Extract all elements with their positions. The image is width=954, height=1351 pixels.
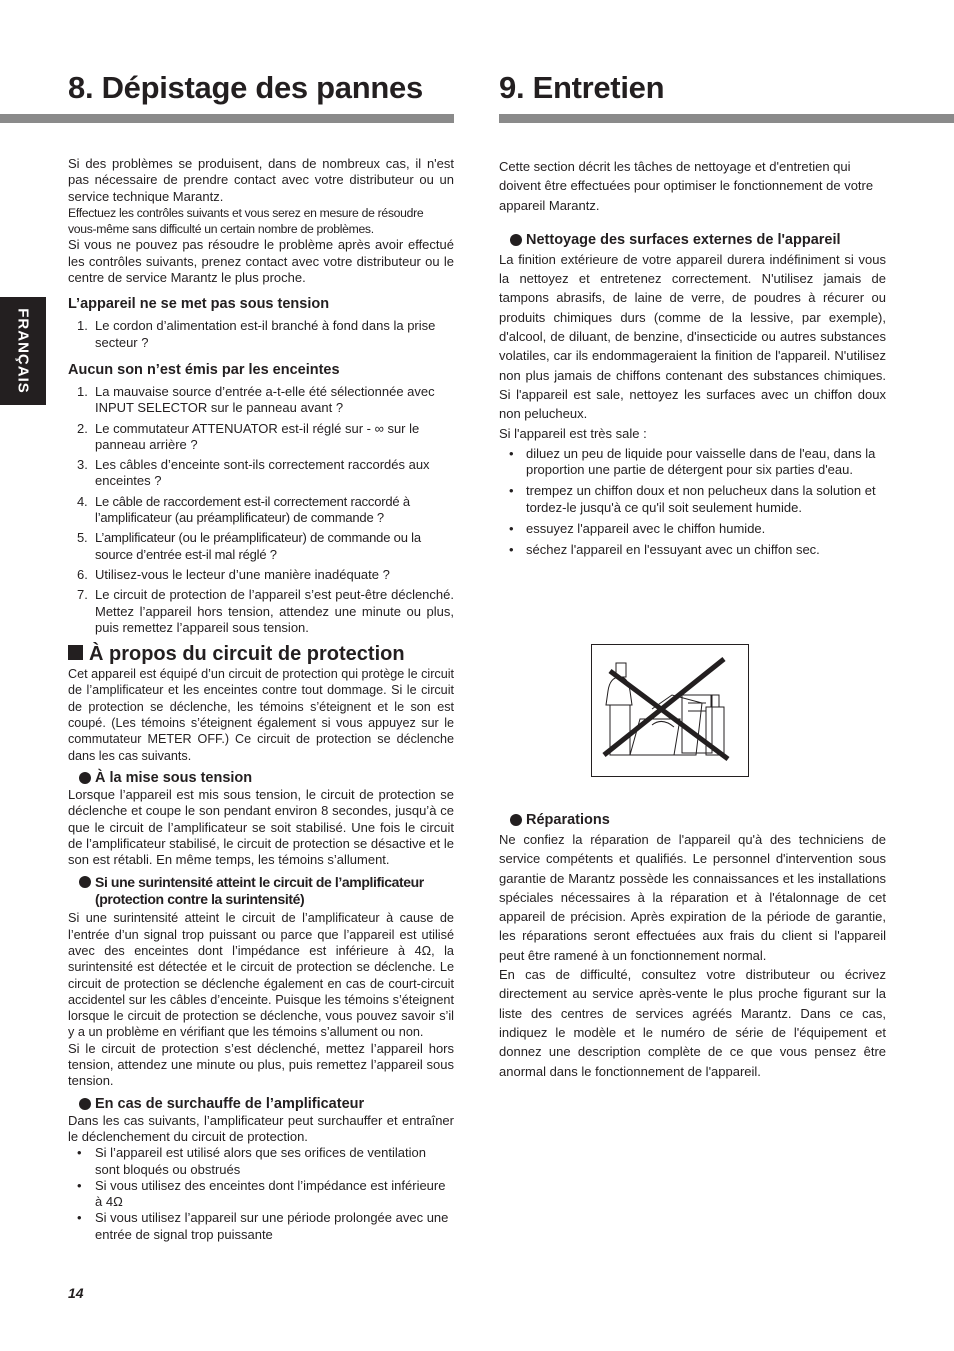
right-column (499, 157, 886, 564)
left-column (68, 156, 454, 1243)
list-item: • Si vous utilisez des enceintes dont l’impédance est inférieure à 4Ω (68, 1178, 454, 1211)
list-item: 7. Le circuit de protection de l’appareil s’est peut-être déclenché. Mettez l’appareil hors tension, attendez une minute ou plus, puis remettez l’appareil sous tension. (77, 587, 454, 635)
list-item: • diluez un peu de liquide pour vaisselle dans de l'eau, dans la proportion une partie de détergent pour six parties d'eau. (499, 446, 886, 479)
right-page-title: 9. Entretien (499, 70, 665, 105)
list-item: • Si vous utilisez l’appareil sur une période prolongée avec une entrée de signal trop puissante (68, 1210, 454, 1243)
square-bullet-icon (68, 645, 83, 660)
list-item: • séchez l'appareil en l'essuyant avec un chiffon sec. (499, 542, 886, 558)
overcurrent-heading: Si une surintensité atteint le circuit de l’amplificateur (protection contre la surintensité) (68, 874, 454, 908)
list-item: 4. Le câble de raccordement est-il correctement raccordé à l’amplificateur (au préamplificateur) de commande ? (77, 493, 410, 526)
intro-paragraph-2: Effectuez les contrôles suivants et vous serez en mesure de résoudre vous-même sans difficulté un certain nombre de problèmes. (68, 205, 424, 237)
power-on-heading: À la mise sous tension (68, 770, 454, 787)
no-power-list (68, 318, 454, 351)
no-chemicals-illustration (591, 644, 749, 777)
repairs-heading: Réparations (499, 812, 886, 829)
cleaning-list (499, 446, 886, 559)
list-item: • Si l’appareil est utilisé alors que ses orifices de ventilation sont bloqués ou obstrués (68, 1145, 454, 1178)
list-item: • trempez un chiffon doux et non pelucheux dans la solution et tordez-le jusqu'à ce qu'il soit seulement humide. (499, 483, 886, 516)
bullet-dot-icon (79, 1098, 91, 1110)
intro-paragraph-1: Si des problèmes se produisent, dans de nombreux cas, il n'est pas nécessaire de prendre contact avec votre distributeur ou un service technique Marantz. (68, 156, 454, 204)
protection-intro: Cet appareil est équipé d’un circuit de protection qui protège le circuit de l’amplificateur et les enceintes contre tout dommage. Si le circuit de protection se déclenche, les témoins s’éteignent et le son est coupé. (Les témoins s’éteignent également si vous appuyez sur le commutateur METER OFF.) Ce circuit de protection se déclenche dans les cas suivants. (68, 667, 454, 763)
page-number: 14 (68, 1285, 84, 1301)
overcurrent-text-1: Si une surintensité atteint le circuit de l’amplificateur à cause de l’entrée d’un signal trop puissant ou parce que l’appareil est utilisé avec des enceintes dont l’impédance est inférieure à 4Ω, la surintensité est détectée et le circuit de protection se déclenche. Le circuit de protection se déclenche également en cas de court-circuit accidentel sur les câbles d’enceinte. Puisque les témoins s’éteignent lorsque le circuit de protection se déclenche, vous pouvez savoir s’il y a un problème en vérifiant que les témoins s’allument ou non. (68, 911, 454, 1040)
list-item: 6. Utilisez-vous le lecteur d’une manière inadéquate ? (77, 566, 390, 582)
overcurrent-text-2: Si le circuit de protection s’est déclenché, mettez l’appareil hors tension, attendez une minute ou plus, puis remettez l’appareil sous tension. (68, 1040, 454, 1089)
repairs-section (499, 812, 886, 1081)
no-sound-heading: Aucun son n’est émis par les enceintes (68, 361, 340, 378)
language-tab-label: FRANÇAIS (14, 308, 32, 394)
no-power-heading: L’appareil ne se met pas sous tension (68, 296, 330, 313)
list-item: 1. Le cordon d’alimentation est-il branché à fond dans la prise secteur ? (77, 318, 436, 350)
intro-paragraph-3: Si vous ne pouvez pas résoudre le problème après avoir effectué les contrôles suivants, prenez contact avec votre distributeur ou le centre de service Marantz le plus proche. (68, 237, 454, 286)
overheat-text: Dans les cas suivants, l’amplificateur peut surchauffer et entraîner le déclenchement du circuit de protection. (68, 1112, 454, 1144)
protection-heading: À propos du circuit de protection (68, 642, 454, 666)
no-sound-list (68, 384, 454, 636)
overheat-heading: En cas de surchauffe de l’amplificateur (68, 1096, 454, 1113)
cleaning-heading: Nettoyage des surfaces externes de l'appareil (499, 232, 886, 249)
bullet-dot-icon (79, 876, 91, 888)
right-title-rule (499, 114, 954, 123)
maintenance-intro: Cette section décrit les tâches de nettoyage et d'entretien qui doivent être effectuées pour optimiser le fonctionnement de votre appareil Marantz. (499, 159, 874, 213)
list-item: 5. L’amplificateur (ou le préamplificateur) de commande ou la source d’entrée est-il mal réglé ? (77, 530, 421, 562)
list-item: • essuyez l'appareil avec le chiffon humide. (499, 521, 886, 537)
bullet-dot-icon (510, 234, 522, 246)
list-item: 2. Le commutateur ATTENUATOR est-il réglé sur - ∞ sur le panneau arrière ? (77, 420, 420, 452)
overheat-list (68, 1145, 454, 1243)
bullet-dot-icon (79, 772, 91, 784)
repairs-text-1: Ne confiez la réparation de l'appareil qu'à des techniciens de service compétents et qualifiés. Le personnel d'intervention sous garantie de Marantz possède les connaissances et les installations spéciales nécessaires à la réparation et à l'étalonnage de cet appareil de précision. Après expiration de la période de garantie, les réparations seront effectuées aux frais du client si l'appareil peut être ramené à un fonctionnement normal. (499, 832, 886, 963)
left-title-rule (0, 114, 454, 123)
bullet-dot-icon (510, 814, 522, 826)
dirty-label: Si l'appareil est très sale : (499, 425, 647, 441)
left-page-title: 8. Dépistage des pannes (68, 70, 423, 105)
language-tab (0, 297, 46, 405)
list-item: 3. Les câbles d’enceinte sont-ils correctement raccordés aux enceintes ? (77, 457, 430, 489)
crossed-out-chemicals-icon (592, 645, 747, 775)
power-on-text: Lorsque l’appareil est mis sous tension, le circuit de protection se déclenche et coupe le son pendant environ 8 secondes, jusqu’à ce que le circuit de l’amplificateur se soit stabilisé. Une fois le circuit de l’amplificateur stabilisé, le circuit de protection se désactive et le son est rétabli. En même temps, les témoins s’allument. (68, 786, 454, 868)
repairs-text-2: En cas de difficulté, consultez votre distributeur ou écrivez directement au service après-vente le plus proche figurant sur la liste des centres de services agréés Marantz. Dans ce cas, indiquez le modèle et le numéro de série de l'équipement et donnez une description complète de ce que vous pensez être anormal dans le fonctionnement de l'appareil. (499, 967, 886, 1079)
cleaning-text: La finition extérieure de votre appareil durera indéfiniment si vous la nettoyez et entretenez correctement. N'utilisez jamais de tampons abrasifs, de laine de verre, de poudres à récurer ou produits chimiques durs (comme de la lessive, par exemple), d'alcool, de diluant, de benzine, d'insecticide ou autres substances volatiles, car ils endommageraient la finition de l'appareil. N'utilisez non plus jamais de chiffons contenant des substances chimiques. Si l'appareil est sale, nettoyez les surfaces avec un chiffon doux non pelucheux. (499, 251, 886, 422)
list-item: 1. La mauvaise source d’entrée a-t-elle été sélectionnée avec INPUT SELECTOR sur le panneau avant ? (77, 383, 435, 416)
